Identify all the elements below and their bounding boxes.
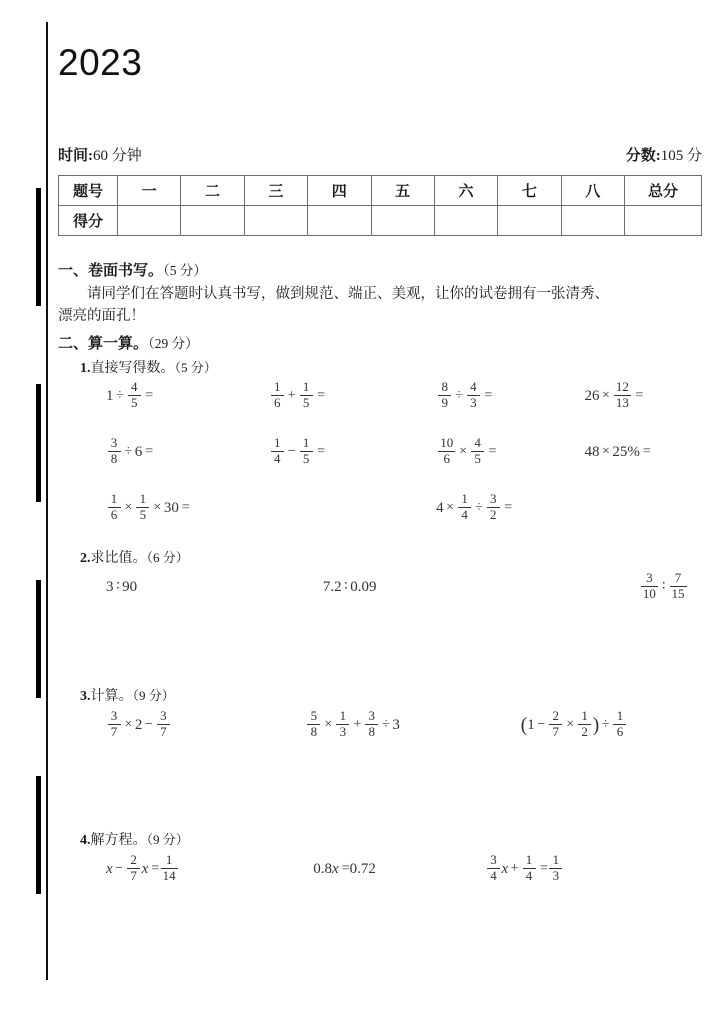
operand: 30 — [163, 499, 179, 516]
binding-mark-1 — [36, 188, 41, 306]
close-paren: ) — [592, 714, 600, 737]
subsection-4-number: 4. — [80, 833, 91, 848]
exam-page — [58, 0, 702, 1024]
table-row-question-numbers — [59, 176, 702, 206]
fraction-12-13: $\frac{12}{13}$ — [615, 379, 629, 410]
subsection-2-title: 求比值。 — [90, 551, 147, 566]
fraction-4-5: $\frac{4}{5}$ — [471, 436, 484, 467]
ratio-left: 7.2 — [322, 578, 342, 595]
subsection-2-points: （6 分） — [146, 550, 189, 565]
multiply-icon: × — [124, 717, 133, 733]
plus-icon: + — [287, 388, 296, 404]
problem-q2-3[interactable] — [540, 572, 702, 603]
binding-rail-line — [46, 22, 48, 980]
ratio-icon: ∶ — [661, 579, 666, 595]
score-cell-2[interactable] — [181, 206, 244, 236]
fraction-1-3: $\frac{1}{3}$ — [336, 709, 349, 740]
fraction-1-4: $\frac{1}{4}$ — [271, 436, 284, 467]
section-1-body — [58, 283, 702, 328]
divide-icon: ÷ — [116, 388, 124, 404]
fraction-1-6: $\frac{1}{6}$ — [613, 709, 626, 740]
time-value: 60 分钟 — [93, 148, 142, 164]
section-2-title: 二、算一算。 — [58, 336, 149, 352]
fraction-4-3: $\frac{4}{3}$ — [467, 380, 480, 411]
problem-q4-1[interactable] — [58, 854, 313, 885]
problem-q2-2[interactable] — [323, 580, 540, 595]
divide-icon: ÷ — [455, 388, 463, 404]
time-meta — [58, 144, 142, 165]
ratio-icon: ∶ — [344, 579, 348, 595]
problem-row-q4 — [58, 854, 702, 885]
section-2-heading — [58, 333, 702, 356]
col-header-7: 七 — [498, 176, 561, 206]
binding-mark-2 — [36, 384, 41, 502]
score-cell-6[interactable] — [434, 206, 497, 236]
fraction-4-5: $\frac{4}{5}$ — [128, 380, 141, 411]
fraction-1-2: $\frac{1}{2}$ — [578, 709, 591, 740]
problem-row-q1-c — [58, 493, 702, 524]
multiply-icon: × — [601, 388, 610, 404]
subsection-2-number: 2. — [80, 551, 91, 566]
problem-q3-1[interactable] — [58, 710, 306, 741]
col-header-3: 三 — [244, 176, 307, 206]
equals-sign: = — [484, 388, 493, 404]
fraction-1-6: $\frac{1}{6}$ — [271, 380, 284, 411]
section-1-body-line-2: 漂亮的面孔！ — [58, 308, 145, 325]
subsection-3-points: （9 分） — [132, 688, 175, 703]
subsection-2-heading — [58, 548, 702, 569]
binding-mark-3 — [36, 580, 41, 698]
binding-mark-4 — [36, 776, 41, 894]
score-table — [58, 175, 702, 236]
section-1-body-line-1: 请同学们在答题时认真书写，做到规范、端正、美观，让你的试卷拥有一张清秀、 — [87, 286, 609, 302]
operand: 26 — [584, 387, 600, 404]
subsection-4-title: 解方程。 — [90, 833, 147, 848]
problem-row-q2 — [58, 572, 702, 603]
ratio-right: 0.09 — [350, 578, 377, 595]
subsection-3-title: 计算。 — [90, 689, 133, 704]
problem-q2-1[interactable] — [58, 580, 323, 595]
col-header-total: 总分 — [625, 176, 702, 206]
col-header-6: 六 — [434, 176, 497, 206]
subsection-3-heading — [58, 686, 702, 707]
score-colon: : — [655, 148, 661, 164]
divide-icon: ÷ — [475, 500, 483, 516]
equals-sign: = — [145, 444, 154, 460]
problem-q4-2[interactable] — [313, 862, 485, 877]
col-header-2: 二 — [181, 176, 244, 206]
fraction-1-14: $\frac{1}{14}$ — [162, 852, 176, 883]
minus-icon: − — [115, 861, 124, 877]
plus-icon: + — [510, 861, 519, 877]
problem-q1-2[interactable] — [231, 381, 400, 412]
exam-meta-row — [58, 144, 702, 165]
problem-q1-9[interactable] — [58, 493, 400, 524]
variable-x: x — [501, 860, 509, 877]
multiply-icon: × — [459, 444, 468, 460]
divide-icon: ÷ — [601, 717, 610, 733]
equals-sign: = — [317, 388, 326, 404]
col-header-8: 八 — [561, 176, 624, 206]
col-header-1: 一 — [118, 176, 181, 206]
operand: 1 — [527, 716, 535, 733]
equals-sign: = — [504, 500, 513, 516]
variable-x: x — [332, 860, 339, 877]
subsection-1-number: 1. — [80, 361, 91, 376]
operand: 1 — [106, 387, 114, 404]
fraction-1-3: $\frac{1}{3}$ — [549, 853, 562, 884]
fraction-2-7: $\frac{2}{7}$ — [127, 853, 140, 884]
operand: 48 — [584, 443, 600, 460]
subsection-4-points: （9 分） — [146, 832, 189, 847]
fraction-3-8: $\frac{3}{8}$ — [108, 436, 121, 467]
fraction-3-2: $\frac{3}{2}$ — [487, 492, 500, 523]
fraction-8-9: $\frac{8}{9}$ — [438, 380, 451, 411]
fraction-3-8: $\frac{3}{8}$ — [365, 709, 378, 740]
equals-sign: = — [341, 861, 350, 877]
multiply-icon: × — [601, 444, 610, 460]
score-meta — [626, 144, 702, 165]
fraction-1-5: $\frac{1}{5}$ — [136, 492, 149, 523]
time-label: 时间 — [58, 148, 89, 164]
problem-row-q1-a — [58, 381, 702, 412]
row-label-score: 得分 — [59, 206, 118, 236]
score-label: 分数 — [625, 148, 656, 164]
subsection-1-heading — [58, 358, 702, 379]
multiply-icon: × — [566, 717, 575, 733]
problem-q1-3[interactable] — [401, 381, 561, 412]
multiply-icon: × — [124, 500, 133, 516]
section-1-points: （5 分） — [163, 263, 207, 278]
subsection-1-points: （5 分） — [174, 360, 217, 375]
multiply-icon: × — [324, 717, 333, 733]
fraction-1-6: $\frac{1}{6}$ — [108, 492, 121, 523]
problem-q1-1[interactable] — [58, 381, 231, 412]
equals-sign: = — [642, 444, 651, 460]
divide-icon: ÷ — [124, 444, 133, 460]
minus-icon: − — [537, 717, 546, 733]
time-colon: : — [88, 148, 94, 164]
fraction-3-7: $\frac{3}{7}$ — [157, 709, 170, 740]
variable-x: x — [141, 860, 149, 877]
problem-q4-3[interactable] — [485, 854, 702, 885]
variable-x: x — [106, 860, 113, 877]
operand: 2 — [134, 716, 143, 733]
col-header-4: 四 — [308, 176, 371, 206]
problem-q1-10[interactable] — [400, 493, 702, 524]
fraction-1-4: $\frac{1}{4}$ — [523, 853, 536, 884]
score-cell-7[interactable] — [498, 206, 561, 236]
fraction-3-4: $\frac{3}{4}$ — [487, 853, 500, 884]
operand: 4 — [436, 499, 444, 516]
table-row-scores — [59, 206, 702, 236]
fraction-3-7: $\frac{3}{7}$ — [108, 709, 121, 740]
minus-icon: − — [144, 717, 153, 733]
operand: 3 — [392, 716, 400, 733]
equals-sign: = — [635, 388, 644, 404]
fraction-3-10: $\frac{3}{10}$ — [642, 570, 656, 601]
score-cell-4[interactable] — [308, 206, 371, 236]
ratio-icon: ∶ — [116, 579, 120, 595]
coefficient: 0.8 — [313, 860, 333, 877]
equals-sign: = — [151, 861, 160, 877]
fraction-5-8: $\frac{5}{8}$ — [307, 709, 320, 740]
operand: 6 — [134, 443, 143, 460]
fraction-1-4: $\frac{1}{4}$ — [458, 492, 471, 523]
score-cell-8[interactable] — [561, 206, 624, 236]
minus-icon: − — [287, 444, 296, 460]
fraction-1-5: $\frac{1}{5}$ — [300, 436, 313, 467]
ratio-right: 90 — [122, 578, 138, 595]
problem-row-q1-b — [58, 437, 702, 468]
fraction-10-6: $\frac{10}{6}$ — [440, 435, 454, 466]
open-paren: ( — [520, 714, 528, 737]
fraction-2-7: $\frac{2}{7}$ — [549, 709, 562, 740]
fraction-1-5: $\frac{1}{5}$ — [300, 380, 313, 411]
equals-sign: = — [488, 444, 497, 460]
problem-q1-8[interactable] — [560, 445, 702, 460]
multiply-icon: × — [153, 500, 162, 516]
problem-q3-2[interactable] — [306, 710, 521, 741]
problem-q1-6[interactable] — [231, 437, 400, 468]
equals-sign: = — [145, 388, 154, 404]
page-title: 2023 — [58, 42, 143, 83]
problem-q1-7[interactable] — [401, 437, 561, 468]
problem-row-q3 — [58, 710, 702, 741]
subsection-1-title: 直接写得数。 — [90, 361, 175, 376]
operand-percent: 25% — [612, 443, 640, 460]
multiply-icon: × — [446, 500, 455, 516]
problem-q1-5[interactable] — [58, 437, 231, 468]
subsection-4-heading — [58, 830, 702, 851]
problem-q3-3[interactable] — [521, 710, 702, 741]
section-1-title: 一、卷面书写。 — [58, 263, 164, 279]
score-cell-total[interactable] — [625, 206, 702, 236]
score-cell-3[interactable] — [244, 206, 307, 236]
right-side-value: 0.72 — [349, 860, 376, 877]
subsection-3-number: 3. — [80, 689, 91, 704]
col-header-5: 五 — [371, 176, 434, 206]
equals-sign: = — [181, 500, 190, 516]
equals-sign: = — [317, 444, 326, 460]
problem-q1-4[interactable] — [560, 381, 702, 412]
row-label-question-number: 题号 — [59, 176, 118, 206]
section-1-heading — [58, 260, 702, 283]
score-value: 105 分 — [660, 148, 702, 164]
section-2-points: （29 分） — [148, 336, 199, 351]
score-cell-1[interactable] — [118, 206, 181, 236]
divide-icon: ÷ — [382, 717, 390, 733]
score-cell-5[interactable] — [371, 206, 434, 236]
plus-icon: + — [353, 717, 362, 733]
fraction-7-15: $\frac{7}{15}$ — [671, 570, 685, 601]
ratio-left: 3 — [106, 578, 114, 595]
equals-sign: = — [540, 861, 548, 877]
